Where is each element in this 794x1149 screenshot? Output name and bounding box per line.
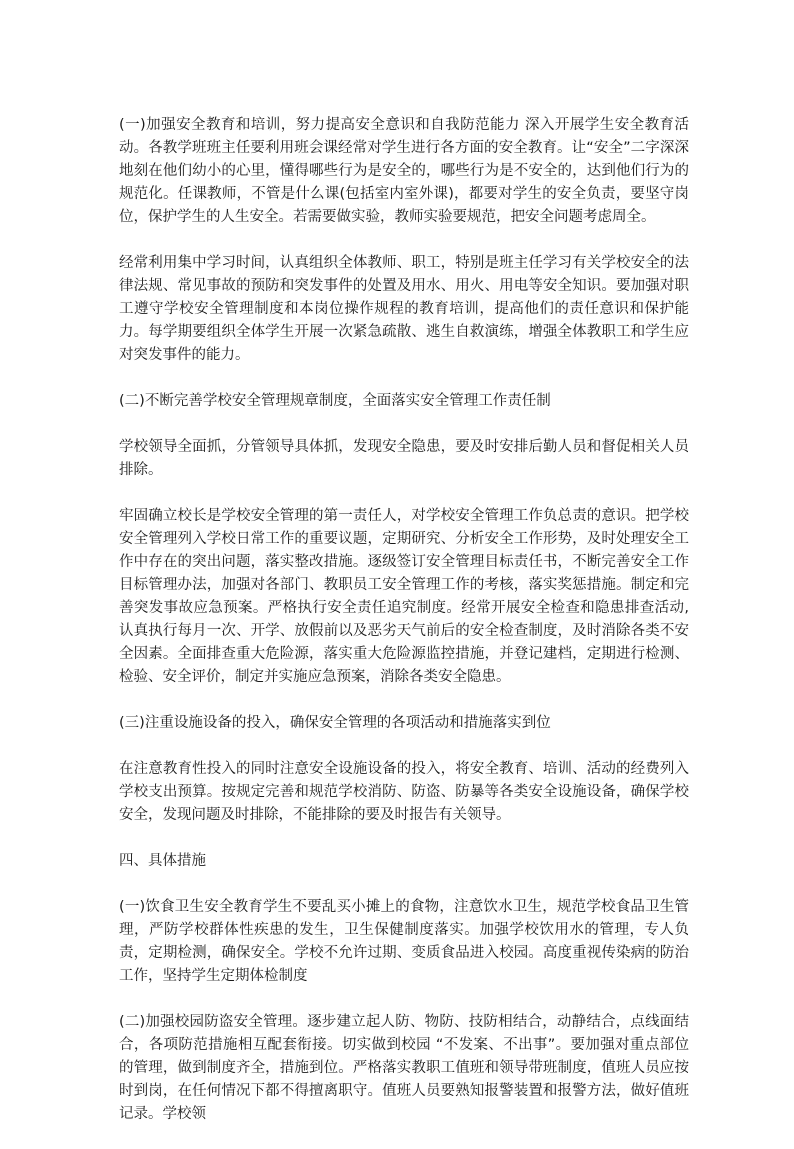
paragraph-theft-prevention: (二)加强校园防盗安全管理。逐步建立起人防、物防、技防相结合，动静结合，点线面结合，各项防范措施相互配套衔接。切实做到校园 “不发案、不出事”。要加强对重点部位的管理，做到制度齐全，措施到位。严格落实教职工值班和领导带班制度，值班人员应按时到岗，在任何情况下都不得擅离职守。值班人员要熟知报警装置和报警方法，做好值班记录。学校领 [119, 1014, 689, 1122]
paragraph-principal-responsibility: 牢固确立校长是学校安全管理的第一责任人，对学校安全管理工作负总责的意识。把学校安全管理列入学校日常工作的重要议题，定期研究、分析安全工作形势，及时处理安全工作中存在的突出问题，落实整改措施。逐级签订安全管理目标责任书，不断完善安全工作目标管理办法，加强对各部门、教职员工安全管理工作的考核，落实奖惩措施。制定和完善突发事故应急预案。严格执行安全责任追究制度。经常开展安全检查和隐患排查活动,认真执行每月一次、开学、放假前以及恶劣天气前后的安全检查制度，及时消除各类不安全因素。全面排查重大危险源，落实重大危险源监控措施，并登记建档，定期进行检测、检验、安全评价，制定并实施应急预案，消除各类安全隐患。 [119, 508, 689, 685]
section-heading-regulations: (二)不断完善学校安全管理规章制度，全面落实安全管理工作责任制 [119, 393, 551, 409]
paragraph-food-hygiene: (一)饮食卫生安全教育学生不要乱买小摊上的食物，注意饮水卫生，规范学校食品卫生管理，严防学校群体性疾患的发生，卫生保健制度落实。加强学校饮用水的管理，专人负责，定期检测，确保安全。学校不允许过期、变质食品进入校园。高度重视传染病的防治工作，坚持学生定期体检制度 [119, 899, 689, 984]
paragraph-facility-investment: 在注意教育性投入的同时注意安全设施设备的投入，将安全教育、培训、活动的经费列入学校支出预算。按规定完善和规范学校消防、防盗、防暴等各类安全设施设备，确保学校安全，发现问题及时排除，不能排除的要及时报告有关领导。 [119, 761, 689, 823]
paragraph-leadership: 学校领导全面抓，分管领导具体抓，发现安全隐患，要及时安排后勤人员和督促相关人员排除。 [119, 439, 689, 478]
section-heading-measures: 四、具体措施 [119, 853, 206, 869]
paragraph-safety-education: (一)加强安全教育和培训，努力提高安全意识和自我防范能力 深入开展学生安全教育活动。各教学班班主任要利用班会课经常对学生进行各方面的安全教育。让“安全”二字深深地刻在他们幼小的心里，懂得哪些行为是安全的，哪些行为是不安全的，达到他们行为的规范化。任课教师，不管是什么课(包括室内室外课)，都要对学生的安全负责，要坚守岗位，保护学生的人生安全。若需要做实验，教师实验要规范，把安全问题考虑周全。 [119, 117, 689, 225]
document-body [119, 114, 689, 1149]
paragraph-staff-training: 经常利用集中学习时间，认真组织全体教师、职工，特别是班主任学习有关学校安全的法律法规、常见事故的预防和突发事件的处置及用水、用火、用电等安全知识。要加强对职工遵守学校安全管理制度和本岗位操作规程的教育培训，提高他们的责任意识和保护能力。每学期要组织全体学生开展一次紧急疏散、逃生自救演练，增强全体教职工和学生应对突发事件的能力。 [119, 255, 689, 363]
section-heading-facilities: (三)注重设施设备的投入，确保安全管理的各项活动和措施落实到位 [119, 715, 551, 731]
